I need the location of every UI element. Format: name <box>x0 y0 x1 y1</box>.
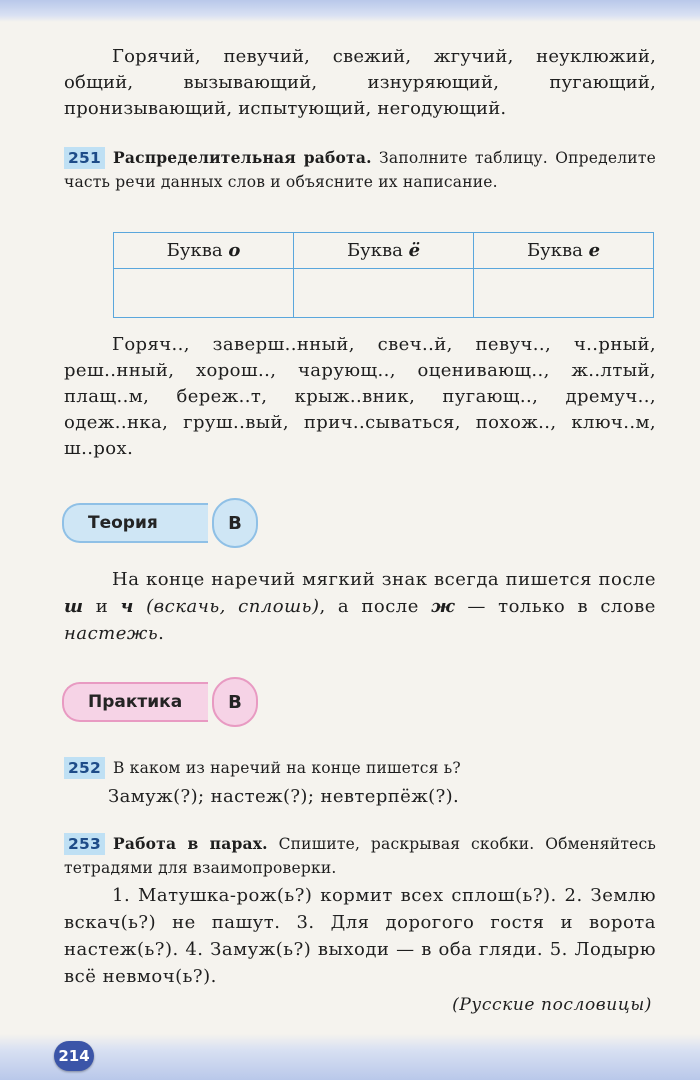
rule-word: настежь <box>64 623 159 644</box>
table-header-word: Буква <box>166 240 229 261</box>
task-number-251: 251 <box>64 147 105 169</box>
task-253-proverbs: 1. Матушка-рож(ь?) кормит всех сплош(ь?). 2. Землю вскач(ь?) не пашут. 3. Для дорогого гостя и ворота настеж(ь?). 4. Замуж(ь?) выходи — в оба гляди. 5. Лодырю всё невмоч(ь?). <box>64 885 656 987</box>
letter-table <box>113 232 654 318</box>
task-253-title: Работа в парах. <box>112 834 268 853</box>
table-header-o <box>114 233 294 269</box>
practice-badge <box>62 683 258 721</box>
top-decor-band <box>0 0 700 22</box>
theory-label: Теория <box>62 503 208 543</box>
theory-rule <box>64 566 656 647</box>
table-header-e <box>474 233 654 269</box>
table-header-word: Буква <box>346 240 409 261</box>
theory-badge <box>62 504 258 542</box>
table-cell-e <box>474 269 654 318</box>
table-cell-o <box>114 269 294 318</box>
bottom-decor-band <box>0 1034 700 1080</box>
rule-and: и <box>95 596 109 617</box>
task-252 <box>64 756 656 780</box>
table-header-letter: е <box>588 240 601 261</box>
table-header-yo <box>294 233 474 269</box>
page-number: 214 <box>54 1041 94 1071</box>
task-number-253: 253 <box>64 833 105 855</box>
rule-examples: (вскачь, сплошь) <box>146 596 320 617</box>
table-header-word: Буква <box>526 240 589 261</box>
rule-text-3: — только в слове <box>467 596 656 617</box>
exercise-251-words: Горяч.., заверш..нный, свеч..й, певуч.., ч..рный, реш..нный, хорош.., чарующ.., оценивающ.., ж..лтый, плащ..м, береж..т, крыж..вник, пугающ.., дремуч.., одеж..нка, груш..вый, прич..сываться, похож.., ключ..м, ш..рох. <box>64 334 656 459</box>
task-251 <box>64 146 656 194</box>
task-number-252: 252 <box>64 757 105 779</box>
practice-label: Практика <box>62 682 208 722</box>
rule-period: . <box>158 623 165 644</box>
task-253 <box>64 832 656 880</box>
rule-letter-sh: ш <box>64 596 84 617</box>
rule-letter-zh: ж <box>431 596 456 617</box>
theory-level: В <box>212 498 258 548</box>
words-paragraph: Горячий, певучий, свежий, жгучий, неуклюжий, общий, вызывающий, изнуряющий, пугающий, пронизывающий, испытующий, негодующий. <box>64 46 656 119</box>
task-252-items: Замуж(?); настеж(?); невтерпёж(?). <box>108 786 460 807</box>
table-header-letter: ё <box>408 240 421 261</box>
rule-text-1: На конце наречий мягкий знак всегда пишется после <box>112 569 656 590</box>
rule-text-2: , а после <box>319 596 419 617</box>
task-251-instruction: Заполните таблицу. Определите часть речи данных слов и объясните их написание. <box>64 149 656 191</box>
table-header-letter: о <box>228 240 241 261</box>
task-252-question: В каком из наречий на конце пишется ь? <box>112 759 461 777</box>
task-253-source: (Русские пословицы) <box>452 995 652 1015</box>
task-253-instruction: Спишите, раскрывая скобки. Обменяйтесь тетрадями для взаимопроверки. <box>64 835 656 877</box>
practice-level: В <box>212 677 258 727</box>
rule-letter-ch: ч <box>120 596 134 617</box>
task-251-title: Распределительная работа. <box>112 148 372 167</box>
table-cell-yo <box>294 269 474 318</box>
